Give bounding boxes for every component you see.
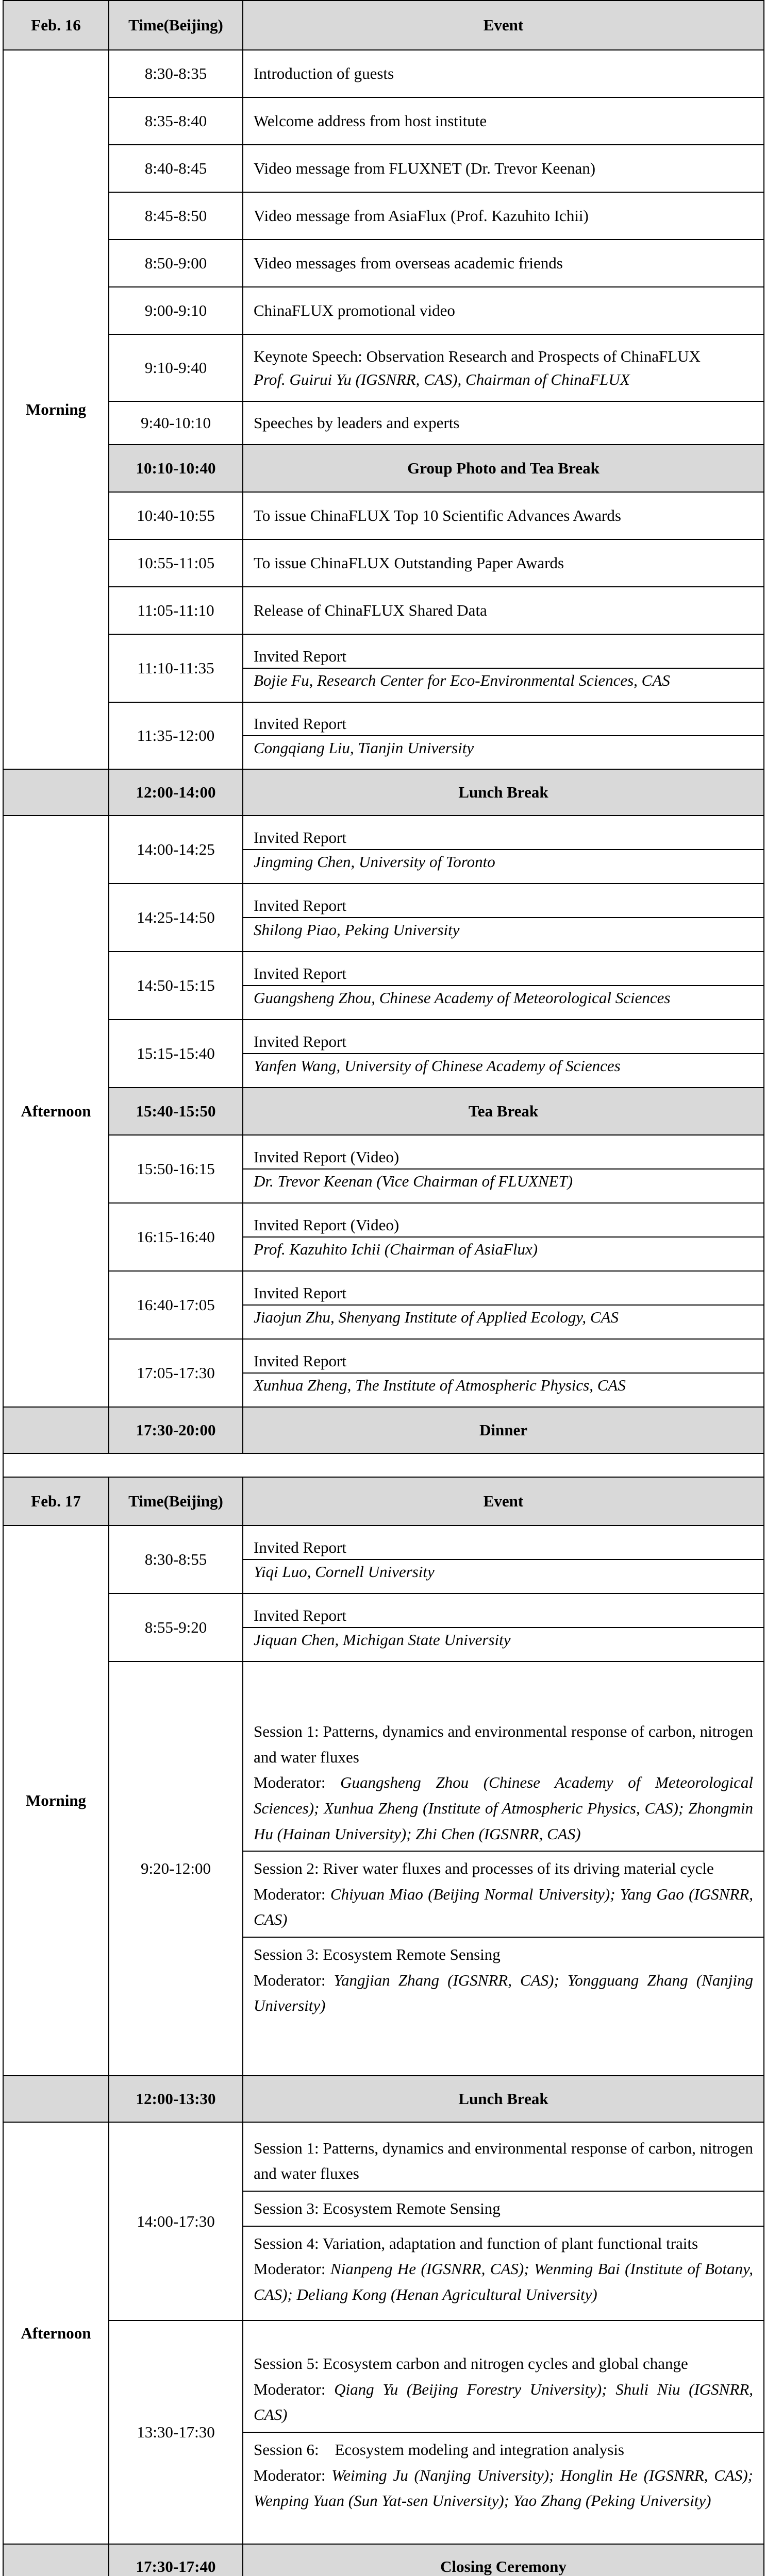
table-row [3, 145, 764, 192]
session-title: Session 4: Variation, adaptation and function of plant functional traits [254, 2234, 698, 2252]
table-row [3, 401, 764, 445]
table-row [3, 1135, 764, 1203]
event-cell [243, 1135, 764, 1203]
session-block [254, 2347, 753, 2432]
event-cell [243, 1339, 764, 1407]
event-cell [243, 1020, 764, 1088]
time-cell: 8:45-8:50 [109, 192, 243, 240]
event-title: Invited Report [254, 828, 346, 846]
spacer-cell [3, 1453, 764, 1477]
event-title: Invited Report [254, 1606, 346, 1624]
closing-row [3, 2544, 764, 2576]
table-row [3, 334, 764, 401]
time-cell: 15:15-15:40 [109, 1020, 243, 1088]
time-cell: 8:30-8:35 [109, 50, 243, 97]
time-header: Time(Beijing) [109, 1, 243, 50]
time-cell: 13:30-17:30 [109, 2320, 243, 2544]
event-cell [243, 1526, 764, 1594]
moderator-label: Moderator: [254, 2260, 330, 2278]
table-row [3, 240, 764, 287]
event-cell: Video message from AsiaFlux (Prof. Kazuhito Ichii) [243, 192, 764, 240]
session-title: Session 5: Ecosystem carbon and nitrogen cycles and global change [254, 2354, 688, 2373]
lunch-row [3, 2076, 764, 2122]
dinner-row [3, 1407, 764, 1453]
time-cell: 14:00-14:25 [109, 816, 243, 884]
speaker-name: Bojie Fu, Research Center for Eco-Environmental Sciences, CAS [243, 668, 763, 692]
table-row [3, 1271, 764, 1339]
speaker-name: Jingming Chen, University of Toronto [243, 849, 763, 873]
table-row [3, 1594, 764, 1662]
event-cell [243, 884, 764, 952]
event-title: Invited Report (Video) [254, 1147, 399, 1166]
event-header: Event [243, 1, 764, 50]
session-block [243, 2432, 763, 2518]
speaker-name: Jiquan Chen, Michigan State University [243, 1627, 763, 1651]
event-cell: To issue ChinaFLUX Outstanding Paper Awards [243, 539, 764, 587]
table-row [3, 1339, 764, 1407]
lunch-row [3, 769, 764, 816]
morning-label: Morning [3, 1526, 109, 2076]
table-row [3, 952, 764, 1020]
empty-cell [3, 2544, 109, 2576]
moderator-label: Moderator: [254, 1885, 330, 1903]
afternoon-label: Afternoon [3, 2122, 109, 2544]
time-cell: 14:25-14:50 [109, 884, 243, 952]
event-title: Invited Report [254, 964, 346, 982]
time-cell: 10:10-10:40 [109, 445, 243, 492]
table-row [3, 539, 764, 587]
event-cell: ChinaFLUX promotional video [243, 287, 764, 334]
moderator-names: Nianpeng He (IGSNRR, CAS); Wenming Bai (Institute of Botany, CAS); Deliang Kong (Henan Agricultural University) [254, 2260, 753, 2303]
spacer-row [3, 1453, 764, 1477]
time-cell: 14:00-17:30 [109, 2122, 243, 2320]
session-title: Session 2: River water fluxes and processes of its driving material cycle [254, 1859, 714, 1878]
break-label: Lunch Break [243, 769, 764, 816]
speaker-name: Yiqi Luo, Cornell University [243, 1559, 763, 1583]
table-row [3, 192, 764, 240]
table-row [3, 1020, 764, 1088]
date-header: Feb. 16 [3, 1, 109, 50]
session-title: Session 1: Patterns, dynamics and environmental response of carbon, nitrogen and water fluxes [254, 2139, 753, 2183]
session-block [243, 1851, 763, 1937]
time-cell: 8:50-9:00 [109, 240, 243, 287]
event-cell: Video messages from overseas academic friends [243, 240, 764, 287]
session-title: Session 1: Patterns, dynamics and environmental response of carbon, nitrogen and water fluxes [254, 1722, 753, 1766]
event-cell [243, 1594, 764, 1662]
table-row [3, 634, 764, 702]
moderator-names: Yangjian Zhang (IGSNRR, CAS); Yongguang Zhang (Nanjing University) [254, 1971, 753, 2015]
time-cell: 11:05-11:10 [109, 587, 243, 634]
time-cell: 9:20-12:00 [109, 1662, 243, 2076]
time-cell: 10:55-11:05 [109, 539, 243, 587]
speaker-name: Xunhua Zheng, The Institute of Atmospheric Physics, CAS [243, 1372, 763, 1397]
event-title: Invited Report [254, 1351, 346, 1370]
event-title: Invited Report [254, 714, 346, 733]
table-row [3, 97, 764, 145]
time-cell: 9:00-9:10 [109, 287, 243, 334]
event-cell: Welcome address from host institute [243, 97, 764, 145]
event-header: Event [243, 1477, 764, 1526]
schedule-document [3, 0, 763, 2576]
empty-cell [3, 769, 109, 816]
morning-label: Morning [3, 50, 109, 769]
event-title: Invited Report [254, 647, 346, 665]
table-row [3, 1088, 764, 1135]
session-block [243, 2191, 763, 2226]
session-title: Session 6: Ecosystem modeling and integration analysis [254, 2441, 624, 2459]
empty-cell [3, 1407, 109, 1453]
sessions-cell [243, 2320, 764, 2544]
time-cell: 12:00-14:00 [109, 769, 243, 816]
moderator-names: Chiyuan Miao (Beijing Normal University); Yang Gao (IGSNRR, CAS) [254, 1885, 753, 1929]
event-title: Keynote Speech: Observation Research and Prospects of ChinaFLUX [254, 347, 701, 365]
day2-header-row [3, 1477, 764, 1526]
session-block [243, 2226, 763, 2312]
time-cell: 8:30-8:55 [109, 1526, 243, 1594]
time-cell: 15:50-16:15 [109, 1135, 243, 1203]
table-row [3, 287, 764, 334]
time-cell: 9:40-10:10 [109, 401, 243, 445]
date-header: Feb. 17 [3, 1477, 109, 1526]
session-title: Session 3: Ecosystem Remote Sensing [254, 2199, 501, 2217]
speaker-name: Prof. Kazuhito Ichii (Chairman of AsiaFlux) [243, 1236, 763, 1261]
time-cell: 8:35-8:40 [109, 97, 243, 145]
speaker-name: Guangsheng Zhou, Chinese Academy of Meteorological Sciences [243, 985, 763, 1009]
day1-header-row [3, 1, 764, 50]
time-cell: 15:40-15:50 [109, 1088, 243, 1135]
table-row [3, 1662, 764, 2076]
speaker-name: Yanfen Wang, University of Chinese Academy of Sciences [243, 1053, 763, 1077]
time-cell: 17:30-17:40 [109, 2544, 243, 2576]
table-row [3, 492, 764, 539]
event-cell: Introduction of guests [243, 50, 764, 97]
table-row [3, 2122, 764, 2320]
time-cell: 12:00-13:30 [109, 2076, 243, 2122]
moderator-label: Moderator: [254, 1971, 334, 1989]
table-row [3, 2320, 764, 2544]
event-cell [243, 1203, 764, 1271]
time-cell: 11:35-12:00 [109, 702, 243, 769]
table-row [3, 816, 764, 884]
moderator-names: Qiang Yu (Beijing Forestry University); Shuli Niu (IGSNRR, CAS) [254, 2380, 753, 2424]
speaker-name: Dr. Trevor Keenan (Vice Chairman of FLUXNET) [243, 1168, 763, 1193]
session-block [254, 1715, 753, 1851]
sessions-cell [243, 1662, 764, 2076]
session-block [243, 1937, 763, 2023]
break-label: Group Photo and Tea Break [243, 445, 764, 492]
event-title: Invited Report [254, 1283, 346, 1302]
event-cell: Video message from FLUXNET (Dr. Trevor Keenan) [243, 145, 764, 192]
time-cell: 8:55-9:20 [109, 1594, 243, 1662]
event-title: Invited Report [254, 896, 346, 914]
speaker-name: Prof. Guirui Yu (IGSNRR, CAS), Chairman of ChinaFLUX [254, 370, 630, 388]
event-cell [243, 634, 764, 702]
event-cell [243, 334, 764, 401]
time-cell: 16:15-16:40 [109, 1203, 243, 1271]
speaker-name: Congqiang Liu, Tianjin University [243, 735, 763, 759]
moderator-label: Moderator: [254, 2466, 332, 2484]
moderator-names: Weiming Ju (Nanjing University); Honglin He (IGSNRR, CAS); Wenping Yuan (Sun Yat-sen University); Yao Zhang (Peking University) [254, 2466, 753, 2510]
break-label: Tea Break [243, 1088, 764, 1135]
time-cell: 9:10-9:40 [109, 334, 243, 401]
session-title: Session 3: Ecosystem Remote Sensing [254, 1945, 501, 1963]
moderator-names: Guangsheng Zhou (Chinese Academy of Meteorological Sciences); Xunhua Zheng (Institute of Atmospheric Physics, CAS); Zhongmin Hu (Hainan University); Zhi Chen (IGSNRR, CAS) [254, 1773, 753, 1843]
table-row [3, 1526, 764, 1594]
time-cell: 16:40-17:05 [109, 1271, 243, 1339]
time-cell: 17:05-17:30 [109, 1339, 243, 1407]
event-title: Invited Report [254, 1032, 346, 1050]
schedule-table [3, 0, 764, 2576]
event-title: Invited Report [254, 1538, 346, 1556]
table-row [3, 884, 764, 952]
table-row [3, 587, 764, 634]
event-title: Invited Report (Video) [254, 1215, 399, 1234]
time-cell: 10:40-10:55 [109, 492, 243, 539]
event-cell [243, 816, 764, 884]
event-cell: Speeches by leaders and experts [243, 401, 764, 445]
event-cell: To issue ChinaFLUX Top 10 Scientific Advances Awards [243, 492, 764, 539]
empty-cell [3, 2076, 109, 2122]
event-cell [243, 952, 764, 1020]
event-cell [243, 1271, 764, 1339]
time-cell: 14:50-15:15 [109, 952, 243, 1020]
table-row [3, 1203, 764, 1271]
event-cell [243, 702, 764, 769]
break-label: Closing Ceremony [243, 2544, 764, 2576]
moderator-label: Moderator: [254, 2380, 335, 2398]
table-row [3, 702, 764, 769]
table-row [3, 50, 764, 97]
time-cell: 8:40-8:45 [109, 145, 243, 192]
time-cell: 17:30-20:00 [109, 1407, 243, 1453]
afternoon-label: Afternoon [3, 816, 109, 1407]
event-cell: Release of ChinaFLUX Shared Data [243, 587, 764, 634]
break-label: Dinner [243, 1407, 764, 1453]
moderator-label: Moderator: [254, 1773, 341, 1792]
table-row [3, 445, 764, 492]
sessions-cell [243, 2122, 764, 2320]
session-block [254, 2131, 753, 2191]
break-label: Lunch Break [243, 2076, 764, 2122]
speaker-name: Jiaojun Zhu, Shenyang Institute of Applied Ecology, CAS [243, 1304, 763, 1329]
time-header: Time(Beijing) [109, 1477, 243, 1526]
speaker-name: Shilong Piao, Peking University [243, 917, 763, 941]
time-cell: 11:10-11:35 [109, 634, 243, 702]
